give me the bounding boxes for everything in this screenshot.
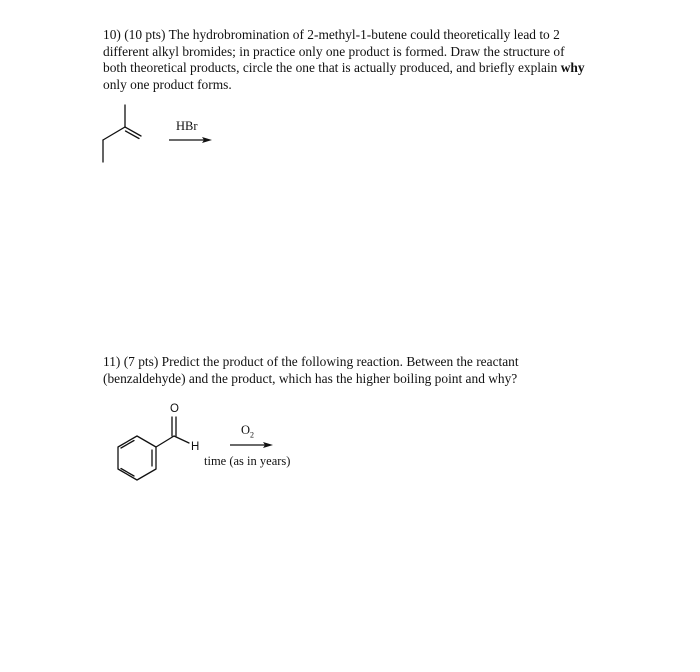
question-10-text <box>103 27 603 93</box>
ring-to-carbonyl-bond <box>156 436 174 447</box>
q10-line-4: only one product forms. <box>103 76 232 92</box>
hbr-reagent: HBr <box>176 119 198 133</box>
methylbutene-structure <box>96 100 146 166</box>
question-11-text <box>103 354 563 387</box>
q10-why-emphasis: why <box>560 60 585 75</box>
aldehyde-hydrogen-label: H <box>191 441 200 453</box>
carbonyl-oxygen-label: O <box>170 403 179 415</box>
q10-line-2: different alkyl bromides; in practice only one product is formed. Draw the structure of <box>103 43 565 59</box>
q10-line-3: both theoretical products, circle the one that is actually produced, and briefly explain <box>103 60 561 75</box>
oxygen-reagent <box>241 423 254 440</box>
benzene-ring <box>118 436 156 480</box>
q10-line-1: 10) (10 pts) The hydrobromination of 2-methyl-1-butene could theoretically lead to 2 <box>103 27 560 42</box>
ethyl-bond-1 <box>103 127 125 140</box>
q11-line-2: (benzaldehyde) and the product, which has the higher boiling point and why? <box>103 370 518 386</box>
vinyl-double-bond-b <box>126 131 140 139</box>
aldehyde-h-bond <box>174 436 189 443</box>
q11-line-1: 11) (7 pts) Predict the product of the following reaction. Between the reactant <box>103 354 519 369</box>
reaction-condition: time (as in years) <box>204 454 291 468</box>
reaction-arrow-q11 <box>229 440 275 450</box>
benzaldehyde-structure <box>108 400 204 488</box>
oxygen-reagent-subscript: 2 <box>250 430 255 440</box>
reaction-arrow-q10 <box>168 135 214 145</box>
oxygen-reagent-symbol: O <box>241 423 251 437</box>
